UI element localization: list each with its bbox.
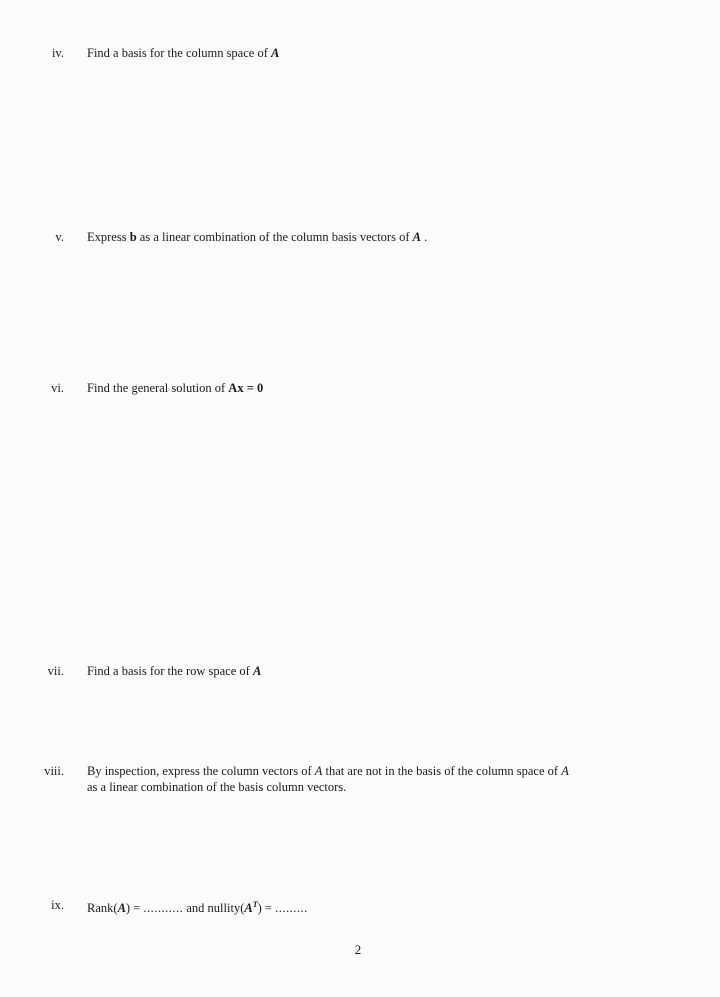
matrix-variable: A bbox=[561, 764, 569, 778]
matrix-variable: A bbox=[117, 901, 126, 916]
question-text: Rank(A) = ........... and $nullity(A^T)$ = ......... bbox=[87, 900, 308, 916]
nullity-answer-blank[interactable]: ......... bbox=[275, 901, 308, 916]
question-number: ix. bbox=[51, 898, 64, 912]
matrix-variable: A bbox=[252, 664, 262, 678]
question-text: Find a basis for the column space of A bbox=[87, 46, 280, 60]
question-number: iv. bbox=[51, 46, 64, 60]
question-text: Find the general solution of Ax = 0 bbox=[87, 381, 264, 395]
question-text: Express b as a linear combination of the column basis vectors of A . bbox=[87, 230, 428, 244]
transpose-superscript: T bbox=[252, 900, 258, 909]
equation: Ax = 0 bbox=[228, 381, 264, 395]
question-text-line2: as a linear combination of the basis column vectors. bbox=[87, 780, 347, 794]
rank-answer-blank[interactable]: ........... bbox=[143, 901, 184, 916]
question-number: v. bbox=[55, 230, 64, 244]
matrix-variable: A bbox=[412, 230, 421, 244]
matrix-variable: A bbox=[270, 46, 280, 60]
question-text: Find a basis for the row space of A bbox=[87, 664, 262, 678]
question-number: vii. bbox=[47, 664, 64, 678]
question-number: vi. bbox=[51, 381, 64, 395]
question-number: viii. bbox=[44, 764, 64, 778]
question-text: By inspection, express the column vectors of A that are not in the basis of the column space of A as a linear combination of the basis column vectors. bbox=[87, 764, 569, 794]
matrix-variable: A bbox=[244, 901, 253, 916]
matrix-variable: A bbox=[314, 764, 323, 778]
vector-variable: b bbox=[129, 230, 137, 244]
page-number: 2 bbox=[354, 942, 362, 957]
